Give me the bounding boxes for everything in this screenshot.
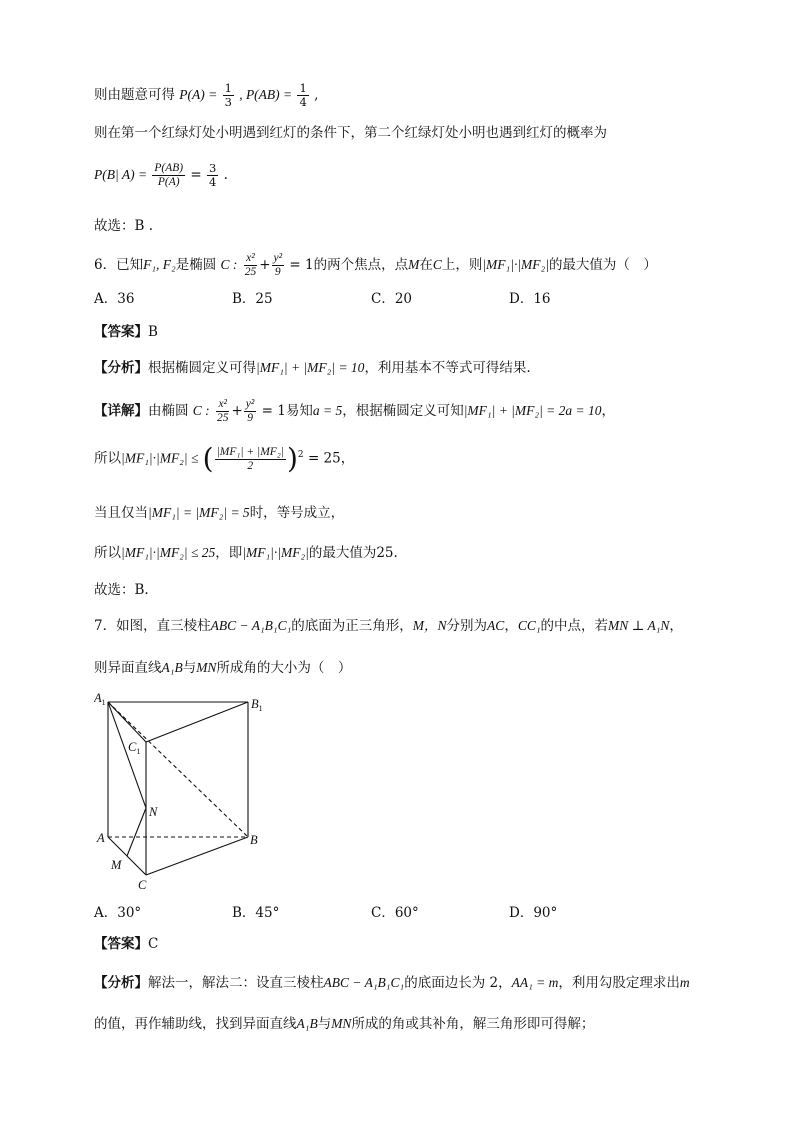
- q7-option-a: A．30°: [94, 905, 142, 921]
- q6-so2-end: .: [393, 545, 398, 561]
- q6-so2: [94, 543, 398, 563]
- q6-so2-val: 25: [376, 545, 394, 561]
- q6-plus: +: [259, 257, 271, 273]
- q6-so2-c: 的最大值为: [308, 545, 377, 561]
- square-exponent: 2: [297, 450, 304, 460]
- q6-so1-frac-den: 2: [247, 459, 254, 472]
- q6-analysis: [94, 358, 531, 378]
- hidden-segment-a1-b: [108, 702, 248, 837]
- q6-option-b: B．25: [232, 291, 273, 307]
- q6-option-a: A．36: [94, 291, 135, 307]
- q7-a1b: A₁B: [161, 660, 183, 675]
- q7-analysis-label: 【分析】: [94, 975, 148, 991]
- cond-eq: =: [190, 167, 202, 183]
- pa-num: 1: [224, 81, 232, 95]
- q6-foci: F₁, F₂: [143, 257, 176, 272]
- q7-line2-a: 则异面直线: [94, 660, 162, 676]
- q7-analysis-line1: [94, 973, 690, 993]
- q6-choice: 故选：B.: [94, 582, 149, 598]
- q6-stem: [94, 252, 657, 279]
- q6-detail-x-den: 25: [216, 412, 229, 424]
- q6-eq1: = 1: [289, 257, 314, 273]
- prev-line1-prefix: 则由题意可得: [94, 87, 175, 103]
- q6-detail-y-num: y²: [245, 398, 255, 410]
- q6-text2: 的两个焦点，点: [313, 257, 409, 273]
- q7-prism: ABC − A₁B₁C₁: [210, 618, 292, 633]
- label-a1: $A_1$: [94, 691, 106, 707]
- q7-analysis-line2-b: 与: [317, 1016, 332, 1032]
- prev-line2: 则在第一个红绿灯处小明遇到红灯的条件下，第二个红绿灯处小明也遇到红灯的概率为: [94, 125, 607, 141]
- q6-detail: [94, 398, 615, 425]
- q6-option-d: D．16: [509, 291, 551, 307]
- q6-answer-value: B: [148, 324, 158, 340]
- q6-analysis-label: 【分析】: [94, 360, 148, 376]
- q6-so2-prod: |MF₁|·|MF₂|: [242, 545, 309, 560]
- q7-cc1: CC₁: [517, 618, 541, 633]
- left-paren: (: [202, 442, 214, 475]
- q6-c: C: [432, 257, 442, 272]
- pa-fraction: [223, 82, 234, 109]
- q6-detail-y-den: 9: [247, 412, 253, 424]
- q7-mn2: MN: [196, 660, 217, 675]
- q6-when-b: 时，等号成立，: [249, 505, 345, 521]
- pab-fraction: [297, 82, 308, 109]
- pa-lhs: P(A) =: [179, 87, 218, 102]
- q6-y-num: y²: [273, 252, 283, 264]
- label-n: N: [149, 805, 158, 819]
- cond-val-num: 3: [209, 161, 217, 175]
- q7-analysis-line2-c: 所成的角或其补角，解三角形即可得解；: [351, 1016, 595, 1032]
- edge-c1-b1: [146, 702, 248, 742]
- label-b1: $B_1$: [251, 697, 263, 713]
- q6-detail-plus: +: [231, 403, 243, 419]
- q6-detail-b: 易知: [285, 403, 313, 419]
- q7-analysis-a: 解法一，解法二：设直三棱柱: [148, 975, 324, 991]
- q6-so1-frac-num: |MF₁| + |MF₂|: [216, 445, 284, 458]
- cond-num: P(AB): [154, 162, 184, 174]
- q7-analysis-prism: ABC − A₁B₁C₁: [323, 975, 405, 990]
- q7-analysis-line2: [94, 1014, 594, 1034]
- q6-m: M: [408, 257, 420, 272]
- q6-detail-a5: a = 5: [312, 403, 343, 418]
- q7-text2: 分别为: [446, 618, 488, 634]
- q6-y-den: 9: [274, 266, 281, 278]
- q6-option-c: C．20: [371, 291, 413, 307]
- cond-den: P(A): [157, 176, 180, 188]
- label-c1: $C_1$: [128, 740, 141, 756]
- q7-answer: [94, 934, 158, 954]
- q6-detail-d: ，: [601, 403, 616, 419]
- pab-den: 4: [299, 95, 307, 109]
- q6-detail-eq: |MF₁| + |MF₂| = 2a = 10: [463, 403, 602, 418]
- q6-is-ellipse: 是椭圆: [175, 257, 217, 273]
- q6-text4: 上，则: [441, 257, 483, 273]
- q7-analysis-b: 的底面边长为 2，: [404, 975, 512, 991]
- q6-so2-eq: |MF₁|·|MF₂| ≤ 25: [121, 545, 216, 560]
- prev-line1-end: ,: [314, 87, 319, 103]
- q7-text1: 的底面为正三角形，: [291, 618, 413, 634]
- q6-so1-label: 所以: [94, 450, 121, 467]
- q6-analysis-eq: |MF₁| + |MF₂| = 10: [256, 360, 365, 375]
- q7-stem-line1: [94, 616, 683, 636]
- cond-end: .: [223, 167, 228, 183]
- q7-stem-line2: [94, 658, 351, 678]
- label-a: A: [97, 831, 105, 845]
- prev-choice: 故选：B .: [94, 218, 154, 234]
- q6-so2-label: 所以: [94, 545, 121, 561]
- pab-num: 1: [299, 81, 307, 95]
- q6-detail-y-fraction: [244, 398, 257, 425]
- prev-line-probabilities: [94, 82, 318, 109]
- cond-lhs: P(B| A) =: [94, 167, 148, 182]
- q7-ac: AC: [487, 618, 505, 633]
- pab-lhs: , P(AB) =: [239, 87, 293, 102]
- q6-detail-curve: C :: [192, 403, 210, 418]
- q6-curve: C :: [220, 257, 238, 272]
- q7-number: 7．如图，直三棱柱: [94, 618, 211, 634]
- q7-option-c: C．60°: [371, 905, 419, 921]
- q6-so2-b: ，即: [215, 545, 243, 561]
- q6-text5: 的最大值为（ ）: [548, 257, 657, 273]
- label-b: B: [250, 833, 258, 847]
- q6-analysis-a: 根据椭圆定义可得: [148, 360, 256, 376]
- cond-fraction: [152, 162, 185, 189]
- q7-option-b: B．45°: [232, 905, 280, 921]
- q6-analysis-b: ，利用基本不等式可得结果.: [364, 360, 531, 376]
- q7-mn: M，N: [412, 618, 447, 633]
- q6-detail-c: ，根据椭圆定义可知: [342, 403, 464, 419]
- q6-so1-lhs: |MF₁|·|MF₂| ≤: [121, 450, 199, 466]
- q6-answer-label: 【答案】: [94, 324, 148, 340]
- q6-x-fraction: [243, 252, 259, 279]
- q7-answer-label: 【答案】: [94, 936, 148, 952]
- q7-line2-b: 与: [182, 660, 197, 676]
- label-m: M: [111, 858, 122, 872]
- q7-option-d: D．90°: [509, 905, 558, 921]
- q6-x-num: x²: [246, 252, 255, 264]
- q6-y-fraction: [272, 252, 285, 279]
- q6-so1-rhs: = 25: [307, 450, 341, 467]
- q6-number: 6．已知: [94, 257, 144, 273]
- q6-equality: [94, 503, 344, 523]
- q7-answer-value: C: [148, 936, 159, 952]
- q7-text3: ，: [504, 618, 518, 634]
- q7-perp: MN ⊥ A₁N: [608, 618, 670, 633]
- cond-value-fraction: [207, 162, 218, 189]
- cond-val-den: 4: [209, 175, 217, 189]
- q7-text5: ，: [669, 618, 683, 634]
- q6-answer: [94, 322, 158, 342]
- q7-text4: 的中点，若: [540, 618, 609, 634]
- q6-x-den: 25: [244, 266, 257, 278]
- segment-m-n: [127, 808, 146, 856]
- q7-analysis-aa1: AA₁ = m: [511, 975, 559, 990]
- q6-when-a: 当且仅当: [94, 505, 148, 521]
- q6-when-eq: |MF₁| = |MF₂| = 5: [148, 505, 250, 520]
- q6-detail-x-fraction: [215, 398, 231, 425]
- q6-product: |MF₁|·|MF₂|: [482, 257, 549, 272]
- q6-text3: 在: [419, 257, 433, 273]
- q6-so1: [94, 442, 355, 475]
- pa-den: 3: [224, 95, 232, 109]
- q6-detail-eq1: = 1: [261, 403, 286, 419]
- q7-line2-c: 所成角的大小为（ ）: [216, 660, 352, 676]
- edge-c-b: [146, 837, 248, 875]
- q7-analysis-c: ，利用勾股定理求出: [558, 975, 680, 991]
- q6-detail-label: 【详解】: [94, 403, 148, 419]
- label-c: C: [138, 878, 147, 892]
- right-paren: ): [286, 442, 298, 475]
- q6-detail-a: 由椭圆: [148, 403, 189, 419]
- q7-analysis-mn: MN: [331, 1016, 352, 1031]
- q7-analysis-line2-a: 的值，再作辅助线，找到异面直线: [94, 1016, 297, 1032]
- q6-so1-fraction: [215, 446, 286, 473]
- q7-analysis-m: m: [679, 975, 690, 990]
- q7-analysis-a1b: A₁B: [296, 1016, 318, 1031]
- prism-figure: [94, 690, 284, 900]
- conditional-probability: [94, 162, 228, 189]
- q6-detail-x-num: x²: [218, 398, 227, 410]
- q6-so1-end: ，: [340, 450, 355, 467]
